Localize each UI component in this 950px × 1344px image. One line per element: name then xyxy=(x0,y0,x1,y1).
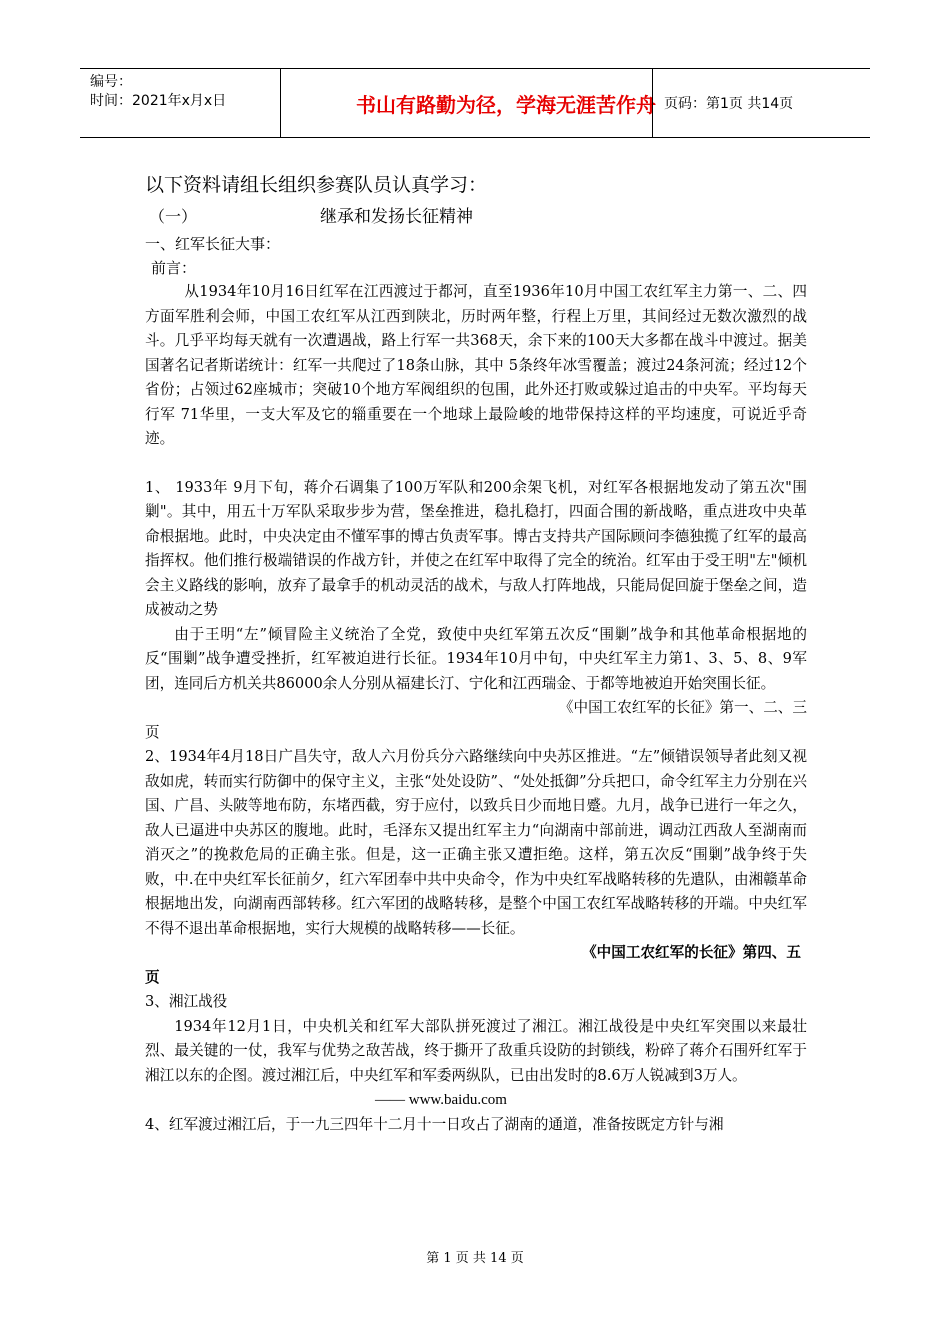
time-label: 时间：2021年x月x日 xyxy=(90,93,227,109)
source-link: —— www.baidu.com xyxy=(375,1092,507,1108)
page-footer: 第 1 页 共 14 页 xyxy=(426,1251,524,1266)
serial-label: 编号： xyxy=(90,74,132,90)
item-3-title: 3、湘江战役 xyxy=(145,993,228,1010)
header-divider-right xyxy=(652,69,653,137)
item-4-paragraph: 4、红军渡过湘江后，于一九三四年十二月十一日攻占了湖南的通道，准备按既定方针与湘 xyxy=(145,1115,724,1133)
item-2-paragraph: 2、1934年4月18日广昌失守，敌人六月份兵分六路继续向中央苏区推进。“左”倾错误领导者此刻又视敌如虎，转而实行防御中的保守主义，主张“处处设防”、“处处抵御”分兵把口，命令红军主力分别在兴国、广昌、头陂等地布防，东堵西截，穷于应付，以致兵日少而地日蹙。九月，战争已进行一年之久，敌人已逼进中央苏区的腹地。此时，毛泽东又提出红军主力“向湖南中部前进，调动江西敌人至湖南而消灭之”的挽救危局的正确主张。但是，这一正确主张又遭拒绝。这样，第五次反“围剿”战争终于失败，中.在中央红军长征前夕，红六军团奉中共中央命令，作为中央红军战略转移的先遣队，由湘赣革命根据地出发，向湖南西部转移。红六军团的战略转移，是整个中国工农红军战略转移的开端。中央红军不得不退出革命根据地，实行大规模的战略转移——长征。 xyxy=(145,748,807,937)
section-heading xyxy=(145,202,807,232)
item-3-paragraph: 1934年12月1日，中央机关和红军大部队拼死渡过了湘江。湘江战役是中央红军突围以来最壮烈、最关键的一仗，我军与优势之敌苦战，终于撕开了敌重兵设防的封锁线，粉碎了蒋介石围歼红军于湘江以东的企图。渡过湘江后，中央红军和军委两纵队，已由出发时的8.6万人锐减到3万人。 xyxy=(145,1017,807,1084)
document-body xyxy=(145,168,807,1137)
header-page-info: 页码：第1页 共14页 xyxy=(664,96,794,112)
preface-paragraph: 从1934年10月16日红军在江西渡过于都河，直至1936年10月中国工农红军主力第一、二、四方面军胜利会师，中国工农红军从江西到陕北，历时两年整，行程上万里，其间经过无数次激烈的战斗。几乎平均每天就有一次遭遇战，路上行军一共368天，余下来的100天大多都在战斗中渡过。据美国著名记者斯诺统计：红军一共爬过了18条山脉，其中 5条终年冰雪覆盖；渡过24条河流；经过12个省份；占领过62座城市；突破10个地方军阀组织的包围，此外还打败或躲过追击的中央军。平均每天行军 71华里，一支大军及它的辎重要在一个地球上最险峻的地带保持这样的平均速度，可说近乎奇迹。 xyxy=(145,283,807,447)
item-1-paragraph: 1、 1933年 9月下旬，蒋介石调集了100万军队和200余架飞机，对红军各根据地发动了第五次"围剿"。其中，用五十万军队采取步步为营，堡垒推进，稳扎稳打，四面合围的新战略，重点进攻中央革命根据地。此时，中央决定由不懂军事的博古负责军事。博古支持共产国际顾问李德独揽了红军的最高指挥权。他们推行极端错误的作战方针，并使之在红军中取得了完全的统治。红军由于受王明"左"倾机会主义路线的影响，放弃了最拿手的机动灵活的战术，与敌人打阵地战，只能局促回旋于堡垒之间，造成被动之势 xyxy=(145,478,807,618)
citation-2: 《中国工农红军的长征》第四、五 xyxy=(582,944,801,961)
item-1b-paragraph: 由于王明“左”倾冒险主义统治了全党，致使中央红军第五次反“围剿”战争和其他革命根据地的反“围剿”战争遭受挫折，红军被迫进行长征。1934年10月中旬，中央红军主力第1、3、5、8、9军团，连同后方机关共86000余人分别从福建长汀、宁化和江西瑞金、于都等地被迫开始突围长征。 xyxy=(145,625,807,692)
citation-1-tail: 页 xyxy=(145,723,160,741)
main-title: 以下资料请组长组织参赛队员认真学习： xyxy=(145,174,488,196)
citation-2-tail: 页 xyxy=(145,968,160,986)
header-motto: 书山有路勤为径，学海无涯苦作舟 xyxy=(356,92,656,117)
section-number: （一） xyxy=(149,207,198,226)
preface-label: 前言： xyxy=(151,259,197,277)
spacer xyxy=(145,452,807,476)
header-meta xyxy=(90,73,226,111)
citation-1: 《中国工农红军的长征》第一、二、三 xyxy=(558,699,807,716)
document-header xyxy=(80,68,870,138)
subsection-heading: 一、红军长征大事： xyxy=(145,235,281,253)
section-title: 继承和发扬长征精神 xyxy=(320,207,473,227)
